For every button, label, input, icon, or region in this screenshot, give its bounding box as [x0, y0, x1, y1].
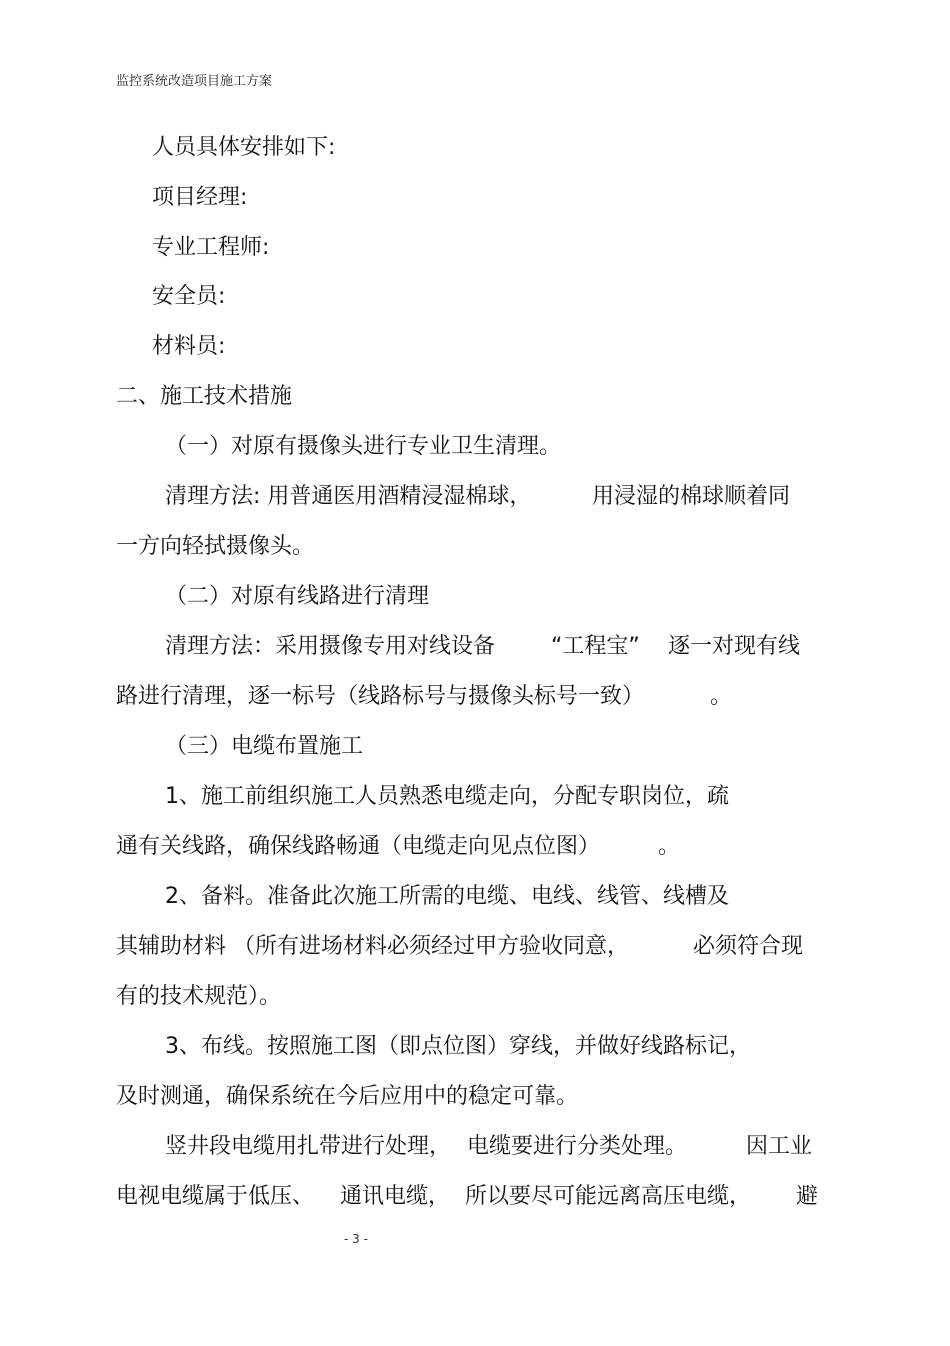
section-heading: 二、施工技术措施 [116, 384, 293, 409]
paragraph-line: 用浸湿的棉球顺着同 [592, 484, 791, 509]
paragraph-line: 。 [658, 834, 681, 859]
paragraph-line: 有的技术规范）。 [116, 984, 282, 1009]
paragraph-line: 因工业 [746, 1134, 813, 1159]
paragraph-line: 2、备料。准备此次施工所需的电缆、电线、线管、线槽及 [165, 884, 729, 909]
paragraph-line: 电缆要进行分类处理。 [467, 1134, 688, 1159]
paragraph-line: 及时测通，确保系统在今后应用中的稳定可靠。 [116, 1084, 579, 1109]
page-number: - 3 - [344, 1232, 368, 1246]
subsection-title-3: （三）电缆布置施工 [165, 734, 364, 759]
paragraph-line: 竖井段电缆用扎带进行处理， [165, 1134, 452, 1159]
paragraph-line: “工程宝” [551, 634, 640, 659]
subsection-title-2: （二）对原有线路进行清理 [165, 584, 430, 609]
staff-project-manager: 项目经理: [152, 185, 248, 210]
paragraph-line: 一方向轻拭摄像头。 [116, 534, 315, 559]
paragraph-line: 。 [710, 684, 733, 709]
paragraph-line: 清理方法: 用普通医用酒精浸湿棉球， [165, 484, 532, 509]
staff-material-officer: 材料员: [152, 334, 226, 359]
staff-safety-officer: 安全员: [152, 284, 226, 309]
subsection-title-1: （一）对原有摄像头进行专业卫生清理。 [165, 434, 562, 459]
running-header: 监控系统改造项目施工方案 [116, 74, 273, 89]
paragraph-line: 1、施工前组织施工人员熟悉电缆走向，分配专职岗位，疏 [165, 784, 729, 809]
paragraph-line: 通有关线路，确保线路畅通（电缆走向见点位图） [116, 834, 601, 859]
paragraph-line: 避 [796, 1184, 819, 1209]
paragraph-line: 清理方法：采用摄像专用对线设备 [165, 634, 496, 659]
staff-intro: 人员具体安排如下: [152, 135, 336, 160]
paragraph-line: 路进行清理，逐一标号（线路标号与摄像头标号一致） [116, 684, 645, 709]
staff-engineer: 专业工程师: [152, 235, 270, 260]
paragraph-line: 通讯电缆， [340, 1184, 451, 1209]
paragraph-line: 所以要尽可能远离高压电缆， [465, 1184, 752, 1209]
paragraph-line: 其辅助材料 （所有进场材料必须经过甲方验收同意， [116, 934, 629, 959]
paragraph-line: 3、布线。按照施工图（即点位图）穿线，并做好线路标记， [165, 1034, 751, 1059]
paragraph-line: 逐一对现有线 [668, 634, 801, 659]
paragraph-line: 电视电缆属于低压、 [116, 1184, 315, 1209]
paragraph-line: 必须符合现 [693, 934, 804, 959]
